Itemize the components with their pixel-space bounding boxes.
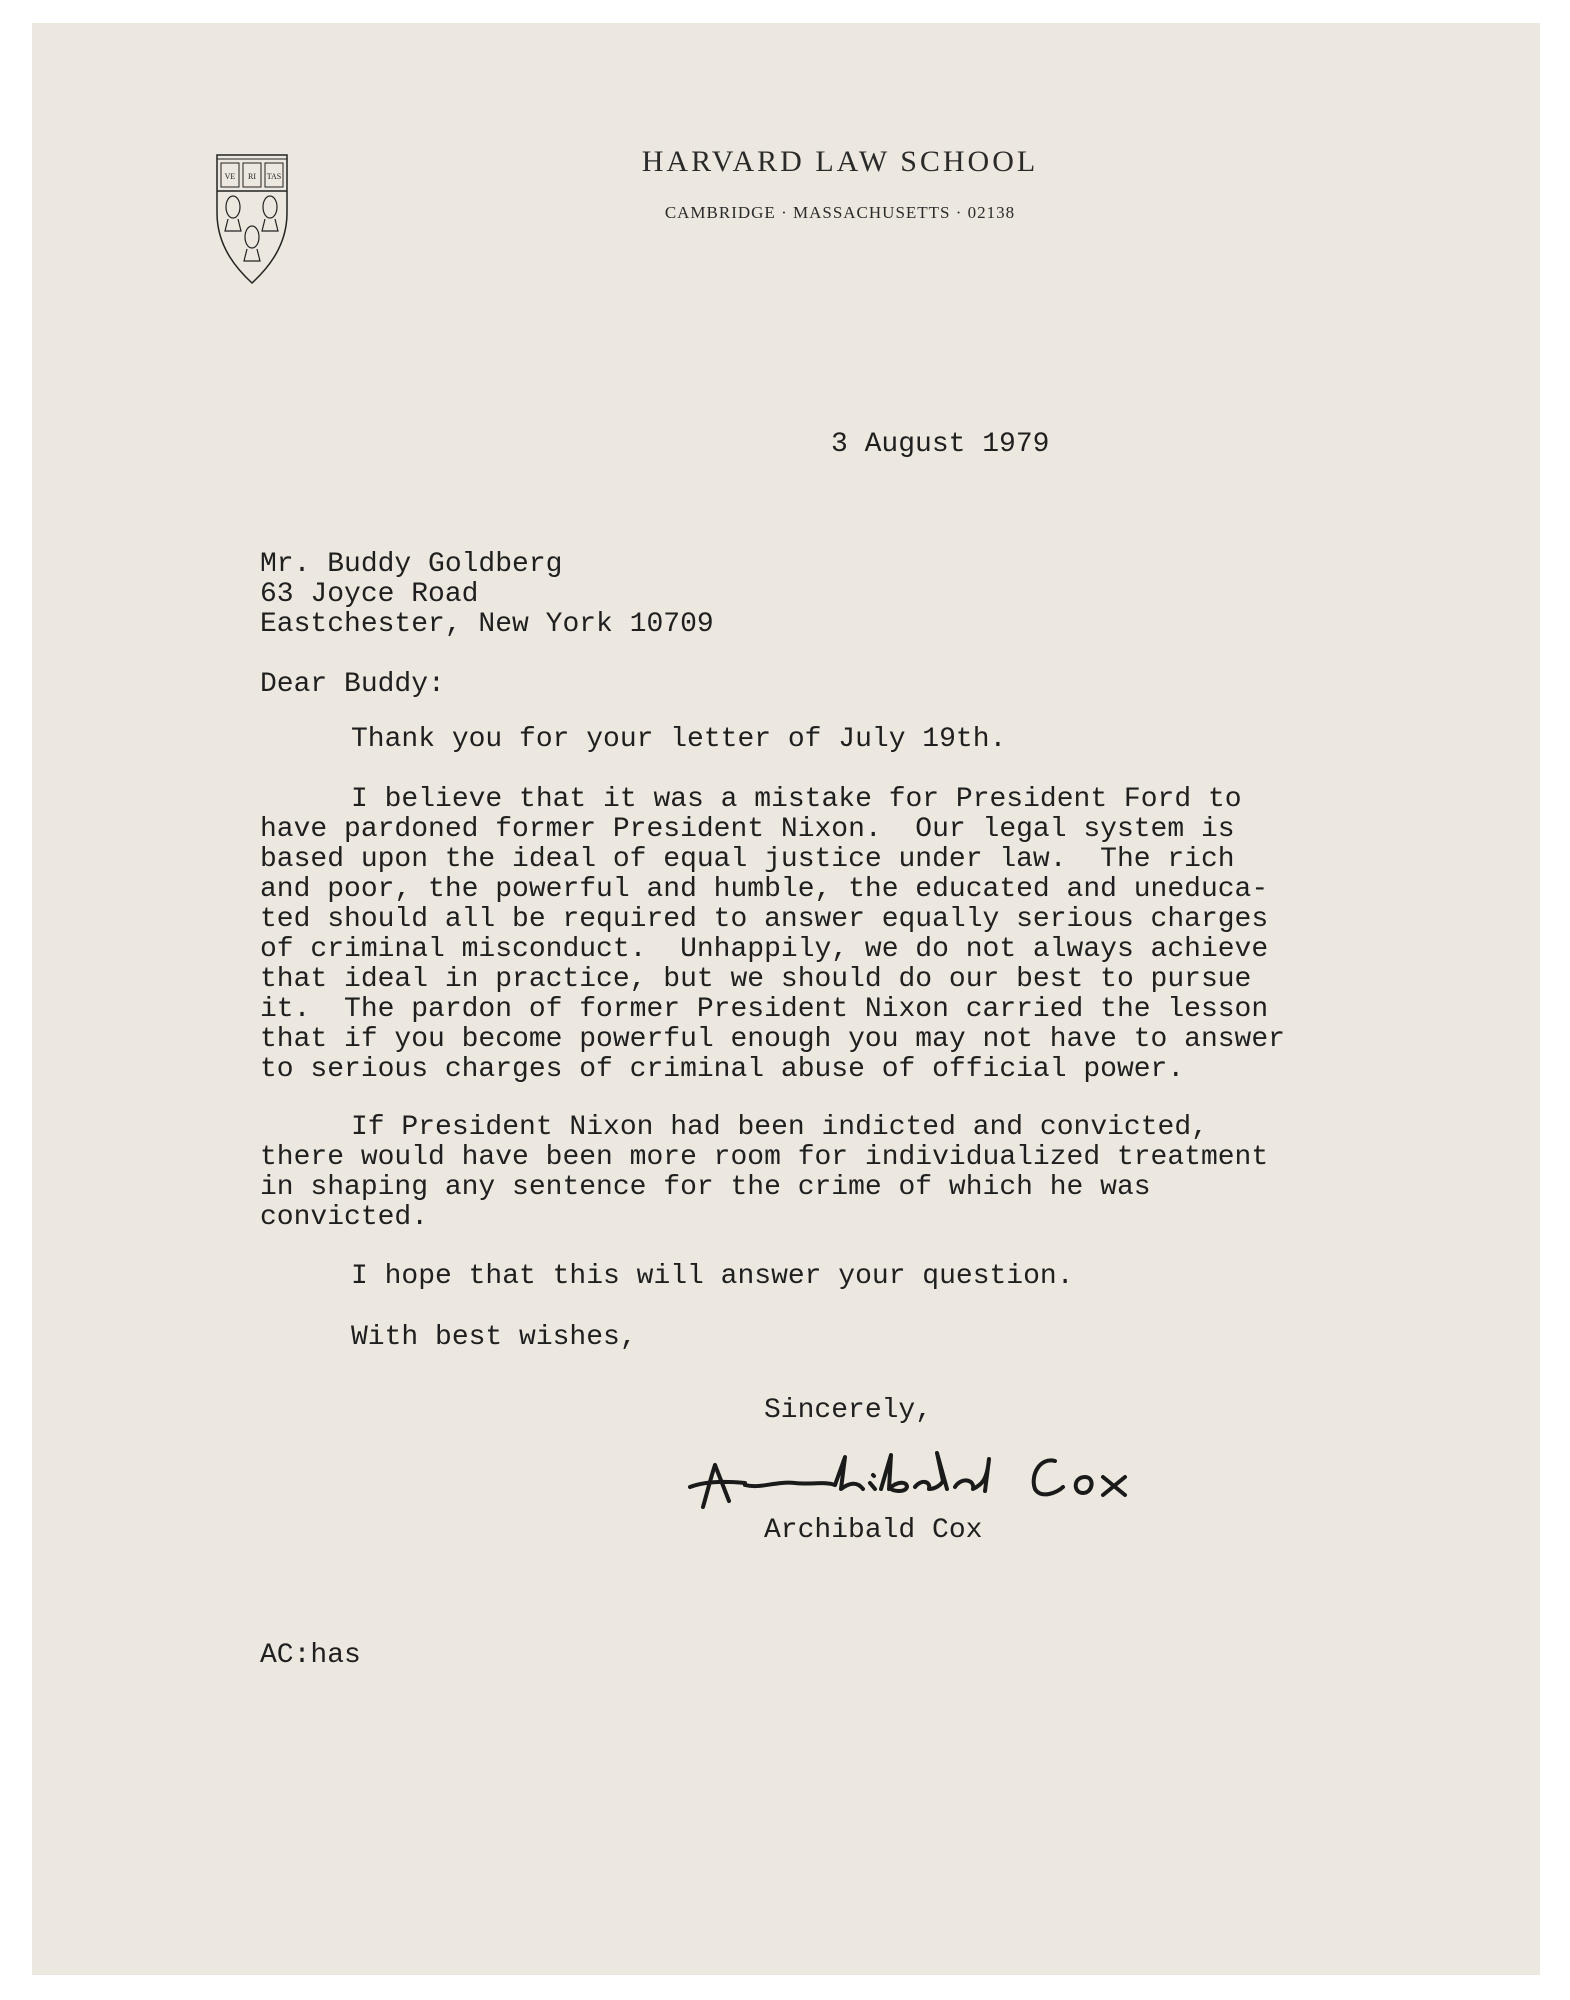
letterhead-institution: HARVARD LAW SCHOOL: [641, 145, 1039, 178]
paragraph-line: I believe that it was a mistake for President Ford to: [351, 784, 1242, 815]
paragraph-line: If President Nixon had been indicted and convicted,: [351, 1112, 1208, 1143]
paragraph-4: I hope that this will answer your question.: [351, 1261, 1074, 1292]
paragraph-1: Thank you for your letter of July 19th.: [351, 724, 1007, 755]
letterhead-address: CAMBRIDGE · MASSACHUSETTS · 02138: [664, 203, 1016, 222]
letter-date: 3 August 1979: [831, 429, 1050, 460]
paragraph-line: ted should all be required to answer equally serious charges: [260, 904, 1269, 935]
recipient-name: Mr. Buddy Goldberg: [260, 549, 563, 580]
closing: Sincerely,: [764, 1395, 933, 1426]
svg-text:VE: VE: [224, 172, 236, 181]
paragraph-line: of criminal misconduct. Unhappily, we do not always achieve: [260, 934, 1269, 965]
svg-text:TAS: TAS: [266, 172, 282, 181]
recipient-address: [260, 550, 714, 640]
paragraph-line: that ideal in practice, but we should do our best to pursue: [260, 964, 1252, 995]
paragraph-line: there would have been more room for individualized treatment: [260, 1142, 1269, 1173]
paragraph-line: based upon the ideal of equal justice under law. The rich: [260, 844, 1235, 875]
recipient-city: Eastchester, New York 10709: [260, 609, 714, 640]
paragraph-line: to serious charges of criminal abuse of official power.: [260, 1054, 1185, 1085]
paragraph-5: With best wishes,: [351, 1322, 637, 1353]
paragraph-2: [260, 785, 1285, 1085]
paragraph-line: in shaping any sentence for the crime of which he was: [260, 1172, 1151, 1203]
paragraph-line: and poor, the powerful and humble, the educated and uneduca-: [260, 874, 1269, 905]
signature: [685, 1445, 1175, 1515]
paragraph-3: [260, 1113, 1268, 1233]
paragraph-line: have pardoned former President Nixon. Our legal system is: [260, 814, 1235, 845]
signer-name: Archibald Cox: [764, 1515, 983, 1546]
paragraph-line: that if you become powerful enough you may not have to answer: [260, 1024, 1285, 1055]
svg-text:RI: RI: [248, 172, 256, 181]
paragraph-line: convicted.: [260, 1202, 429, 1233]
typist-initials: AC:has: [260, 1640, 361, 1671]
recipient-street: 63 Joyce Road: [260, 579, 479, 610]
paragraph-line: it. The pardon of former President Nixon carried the lesson: [260, 994, 1269, 1025]
salutation: Dear Buddy:: [260, 669, 445, 700]
